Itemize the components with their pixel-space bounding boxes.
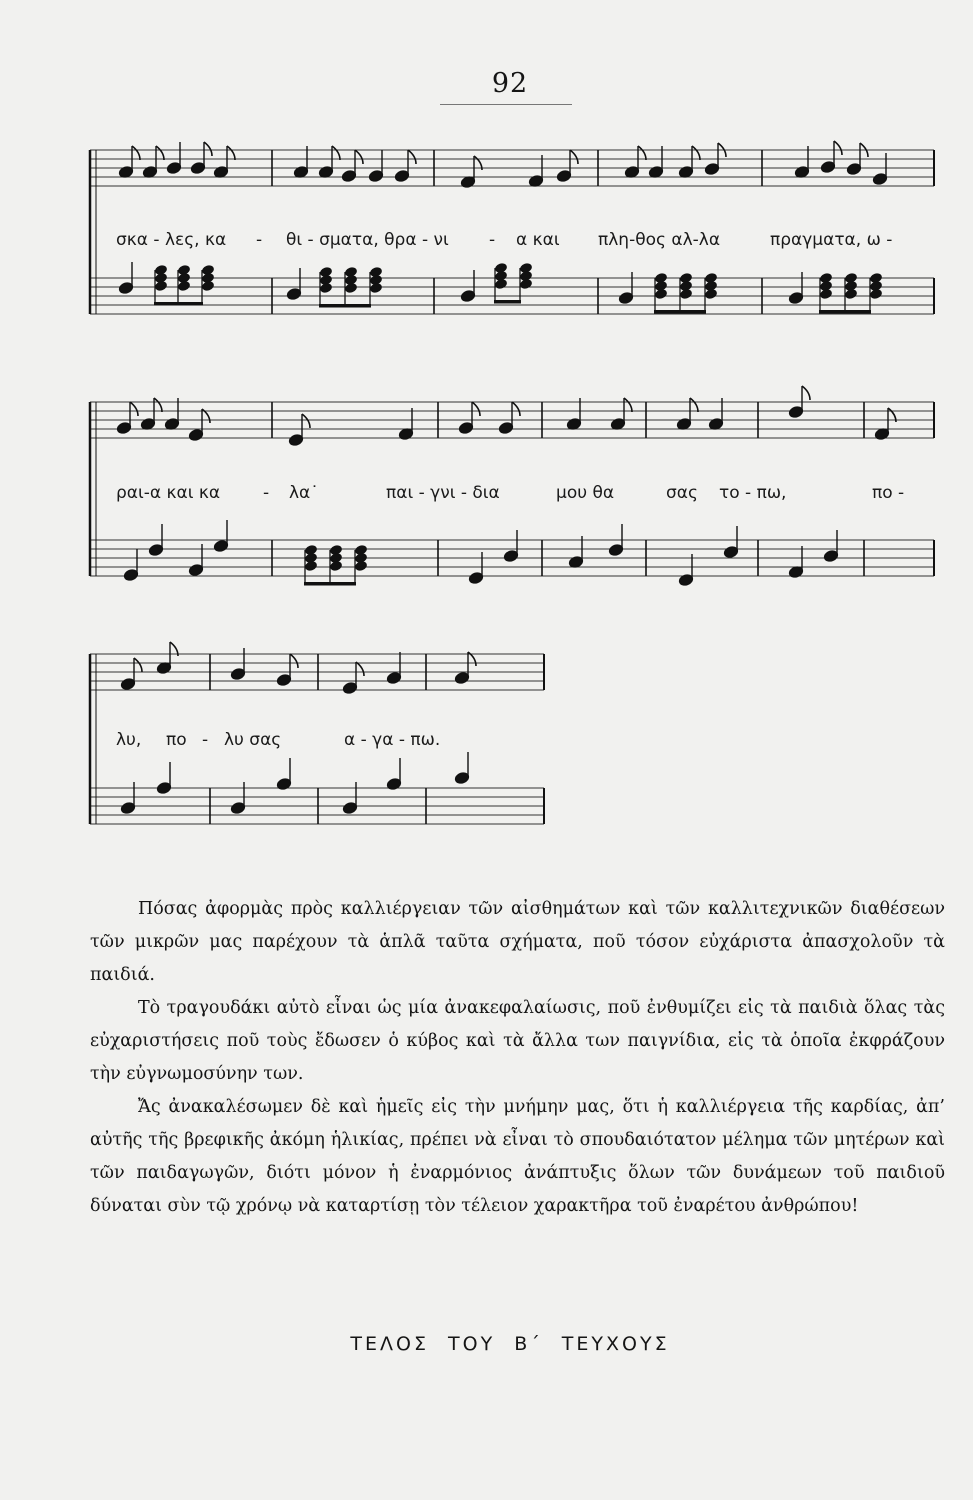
score-system-3 — [86, 640, 546, 850]
body-text — [90, 893, 945, 1223]
note-head — [329, 560, 343, 572]
lyric-syllable: λα˙ — [289, 483, 319, 503]
note-head — [319, 282, 333, 294]
lyric-syllable: α και — [516, 230, 560, 250]
note-flag — [204, 142, 212, 156]
note-head — [654, 288, 668, 300]
note-flag — [570, 150, 578, 164]
lyric-syllable: θι - σματα, θρα - νι — [286, 230, 449, 250]
note-flag — [690, 398, 698, 412]
note-flag — [130, 402, 138, 416]
note-head — [201, 280, 215, 292]
note-flag — [290, 654, 298, 668]
note-flag — [638, 146, 646, 160]
lyric-syllable: το - πω, — [719, 483, 787, 503]
paragraph: Πόσας ἀφορμὰς πρὸς καλλιέργειαν τῶν αἰσθημάτων καὶ τῶν καλλιτεχνικῶν διαθέσεων τῶν μικρῶν μας παρέχουν τὰ ἁπλᾶ ταῦτα σχήματα, ποῦ τόσον εὐχάριστα ἀπασχολοῦν τὰ παιδιά. — [90, 899, 945, 985]
note-head — [354, 560, 368, 572]
note-head — [679, 288, 693, 300]
note-flag — [132, 146, 140, 160]
page-number: 92 — [491, 68, 529, 99]
lyric-syllable: μου θα — [556, 483, 615, 503]
note-head — [869, 288, 883, 300]
note-beam — [494, 300, 521, 304]
lyric-syllable: - — [202, 730, 209, 750]
note-beam — [654, 310, 706, 314]
lyric-syllable: ραι-α και κα — [116, 483, 221, 503]
note-beam — [319, 304, 371, 308]
lyric-syllable: - — [489, 230, 496, 250]
lyric-syllable: πο - — [872, 483, 905, 503]
note-head — [369, 282, 383, 294]
note-flag — [624, 398, 632, 412]
lyric-syllable: - — [256, 230, 263, 250]
note-flag — [802, 386, 810, 400]
note-head — [344, 282, 358, 294]
note-flag — [355, 150, 363, 164]
note-head — [819, 288, 833, 300]
note-head — [494, 278, 508, 290]
end-title: ΤΕΛΟΣ ΤΟΥ Β΄ ΤΕΥΧΟΥΣ — [350, 1333, 670, 1355]
note-flag — [227, 146, 235, 160]
note-head — [154, 280, 168, 292]
page-number-rule — [440, 104, 572, 105]
note-flag — [512, 402, 520, 416]
note-beam — [304, 582, 356, 586]
note-head — [704, 288, 718, 300]
lyric-syllable: - — [263, 483, 270, 503]
note-flag — [332, 146, 340, 160]
note-flag — [408, 150, 416, 164]
note-flag — [156, 146, 164, 160]
note-flag — [134, 658, 142, 672]
lyric-syllable: σκα - λες, κα — [116, 230, 227, 250]
note-head — [177, 280, 191, 292]
lyric-syllable: πλη-θος αλ-λα — [598, 230, 721, 250]
paragraph: Τὸ τραγουδάκι αὐτὸ εἶναι ὡς μία ἀνακεφαλαίωσις, ποῦ ἐνθυμίζει εἰς τὰ παιδιὰ ὅλας τὰς εὐχαριστήσεις ποῦ τοὺς ἔδωσεν ὁ κύβος καὶ τὰ ἄλλα των παιγνίδια, εἰς τὰ ὁποῖα ἐκφράζουν τὴν εὐγνωμοσύνην των. — [90, 998, 945, 1084]
lyric-syllable: παι - γνι - δια — [386, 483, 500, 503]
lyric-syllable: πο — [166, 730, 187, 750]
note-flag — [356, 662, 364, 676]
note-head — [519, 278, 533, 290]
note-head — [844, 288, 858, 300]
lyric-syllable: λυ, — [116, 730, 142, 750]
note-flag — [834, 141, 842, 155]
lyric-syllable: λυ σας — [224, 730, 282, 750]
note-flag — [302, 414, 310, 428]
lyric-syllable: πραγματα, ω - — [770, 230, 893, 250]
music-system-1 — [86, 138, 936, 348]
music-system-3 — [86, 640, 546, 850]
note-beam — [154, 302, 203, 306]
note-flag — [472, 402, 480, 416]
note-beam — [819, 310, 871, 314]
paragraph: Ἄς ἀνακαλέσωμεν δὲ καὶ ἡμεῖς εἰς τὴν μνήμην μας, ὅτι ἡ καλλιέργεια τῆς καρδίας, ἀπ’ αὐτῆς τῆς βρεφικῆς ἀκόμη ἡλικίας, πρέπει νὰ εἶναι τὸ σπουδαιότατον μέλημα τῶν μητέρων καὶ τῶν παιδαγωγῶν, διότι μόνον ἡ ἐναρμόνιος ἀνάπτυξις ὅλων τῶν δυνάμεων τοῦ παιδιοῦ δύναται σὺν τῷ χρόνῳ νὰ καταρτίσῃ τὸν τέλειον χαρακτῆρα τοῦ ἐναρέτου ἀνθρώπου! — [90, 1097, 945, 1216]
music-system-2 — [86, 388, 936, 598]
note-flag — [154, 398, 162, 412]
note-head — [304, 560, 318, 572]
lyric-syllable: σας — [666, 483, 698, 503]
note-flag — [692, 146, 700, 160]
lyric-syllable: α - γα - πω. — [344, 730, 441, 750]
